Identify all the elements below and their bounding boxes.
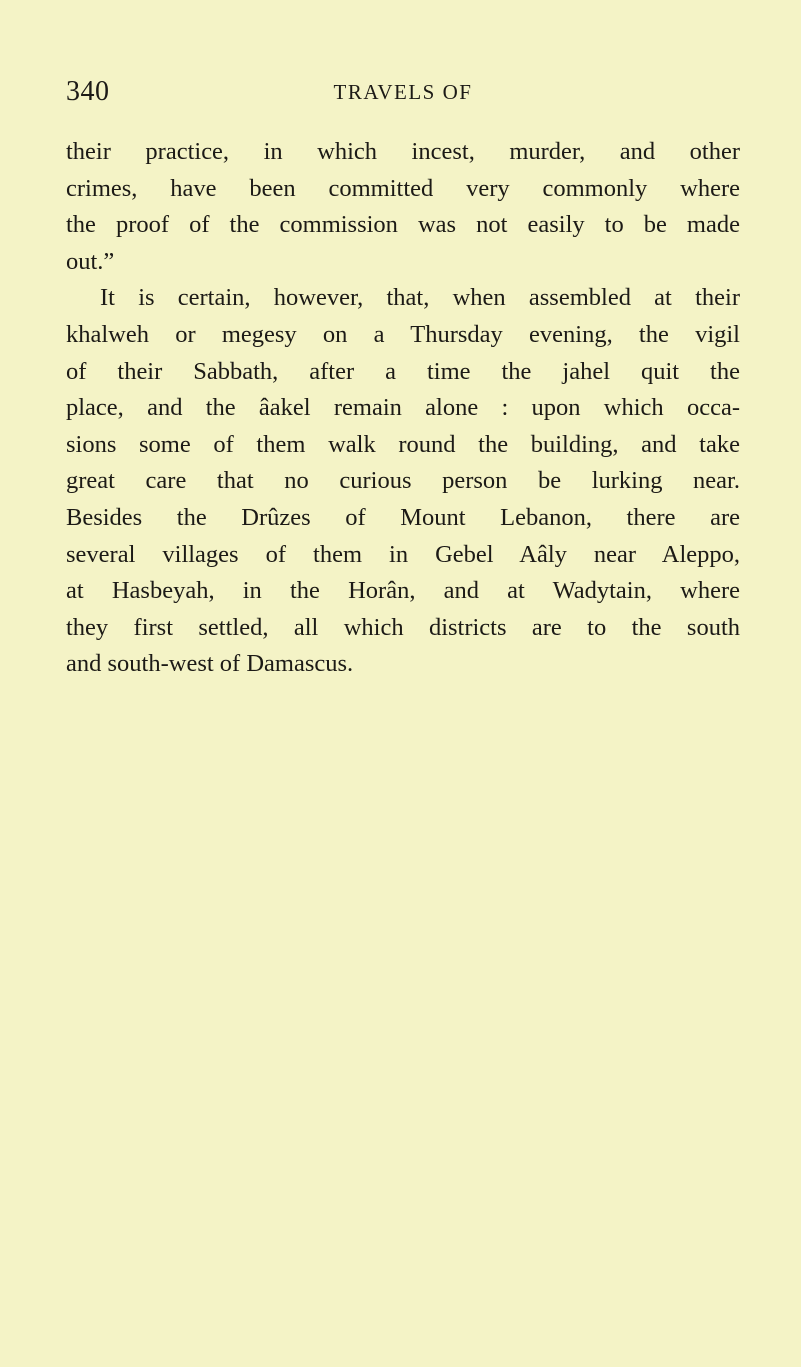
running-title: TRAVELS OF: [333, 80, 473, 104]
text-line: great care that no curious person be lurking near.: [66, 467, 740, 495]
paragraph-first-line: It is certain, however, that, when assembled at their: [100, 284, 740, 312]
text-line: their practice, in which incest, murder, and other: [66, 138, 740, 165]
body-text: [66, 134, 740, 683]
text-line: out.”: [66, 247, 115, 275]
text-line: the proof of the commission was not easily to be made: [66, 211, 740, 239]
text-line: khalweh or megesy on a Thursday evening, the vigil: [66, 320, 740, 348]
text-line: crimes, have been committed very commonly where: [66, 174, 740, 202]
running-head: [66, 76, 740, 116]
text-line: at Hasbeyah, in the Horân, and at Wadytain, where: [66, 577, 740, 605]
text-line: Besides the Drûzes of Mount Lebanon, there are: [66, 503, 740, 531]
text-line: and south-west of Damascus.: [66, 650, 354, 678]
text-line: sions some of them walk round the building, and take: [66, 430, 740, 458]
text-line: of their Sabbath, after a time the jahel quit the: [66, 357, 740, 385]
text-line: place, and the âakel remain alone : upon which occa-: [66, 394, 740, 422]
text-line: several villages of them in Gebel Aâly near Aleppo,: [66, 540, 740, 568]
text-line: they first settled, all which districts are to the south: [66, 613, 740, 641]
page-number: 340: [66, 76, 110, 107]
